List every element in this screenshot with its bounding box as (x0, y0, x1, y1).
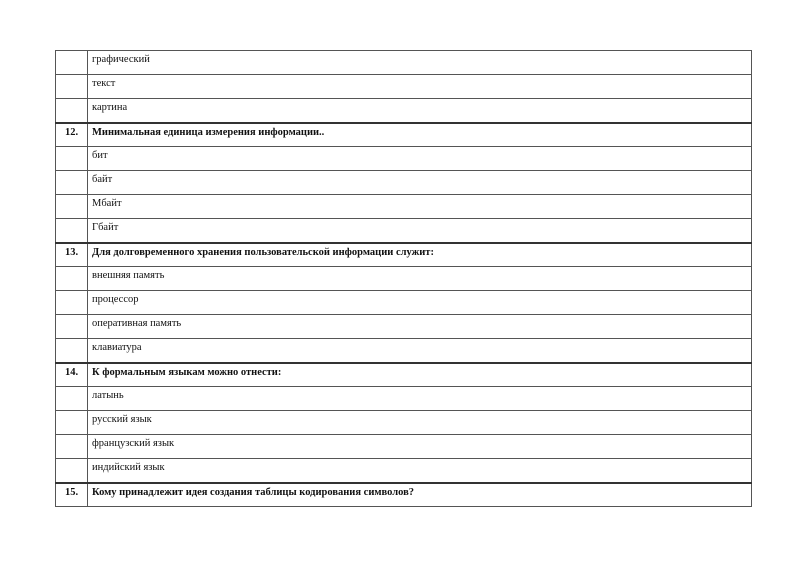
quiz-table-body (56, 51, 752, 507)
answer-option-row (56, 411, 752, 435)
question-row (56, 483, 752, 507)
row-number-cell (56, 339, 88, 363)
row-number-cell (56, 75, 88, 99)
quiz-table (55, 50, 752, 507)
answer-option-text: бит (88, 147, 752, 171)
question-row (56, 363, 752, 387)
answer-option-text: Мбайт (88, 195, 752, 219)
row-number-cell (56, 435, 88, 459)
answer-option-text: Гбайт (88, 219, 752, 243)
question-text: Для долговременного хранения пользовательской информации служит: (88, 243, 752, 267)
row-number-cell (56, 99, 88, 123)
answer-option-row (56, 435, 752, 459)
answer-option-row (56, 387, 752, 411)
answer-option-text: оперативная память (88, 315, 752, 339)
answer-option-text: латынь (88, 387, 752, 411)
question-number: 15. (56, 483, 88, 507)
question-number: 12. (56, 123, 88, 147)
answer-option-row (56, 267, 752, 291)
answer-option-text: байт (88, 171, 752, 195)
row-number-cell (56, 147, 88, 171)
row-number-cell (56, 267, 88, 291)
row-number-cell (56, 51, 88, 75)
row-number-cell (56, 387, 88, 411)
row-number-cell (56, 171, 88, 195)
answer-option-row (56, 99, 752, 123)
question-text: Минимальная единица измерения информации.. (88, 123, 752, 147)
row-number-cell (56, 195, 88, 219)
answer-option-text: индийский язык (88, 459, 752, 483)
answer-option-text: графический (88, 51, 752, 75)
row-number-cell (56, 219, 88, 243)
question-number: 13. (56, 243, 88, 267)
question-text: К формальным языкам можно отнести: (88, 363, 752, 387)
answer-option-row (56, 315, 752, 339)
question-number: 14. (56, 363, 88, 387)
answer-option-text: французский язык (88, 435, 752, 459)
answer-option-row (56, 171, 752, 195)
answer-option-row (56, 147, 752, 171)
answer-option-text: текст (88, 75, 752, 99)
row-number-cell (56, 315, 88, 339)
answer-option-row (56, 195, 752, 219)
answer-option-text: процессор (88, 291, 752, 315)
answer-option-row (56, 459, 752, 483)
answer-option-row (56, 219, 752, 243)
answer-option-row (56, 339, 752, 363)
row-number-cell (56, 411, 88, 435)
question-row (56, 123, 752, 147)
row-number-cell (56, 459, 88, 483)
answer-option-row (56, 75, 752, 99)
answer-option-text: картина (88, 99, 752, 123)
row-number-cell (56, 291, 88, 315)
answer-option-row (56, 51, 752, 75)
answer-option-text: клавиатура (88, 339, 752, 363)
answer-option-text: внешняя память (88, 267, 752, 291)
question-row (56, 243, 752, 267)
answer-option-row (56, 291, 752, 315)
question-text: Кому принадлежит идея создания таблицы кодирования символов? (88, 483, 752, 507)
answer-option-text: русский язык (88, 411, 752, 435)
